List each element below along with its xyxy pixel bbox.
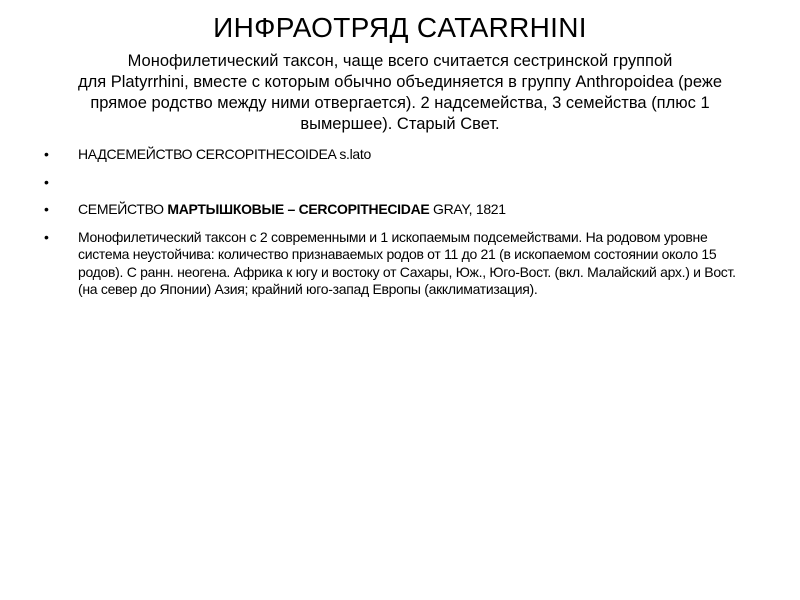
subtitle-line: вымершее). Старый Свет. <box>300 115 500 133</box>
slide-title: ИНФРАОТРЯД CATARRHINI <box>213 12 587 43</box>
subtitle-line: прямое родство между ними отвергается). 2 надсемейства, 3 семейства (плюс 1 <box>90 94 710 112</box>
family-name: МАРТЫШКОВЫЕ – CERCOPITHECIDAE <box>167 201 430 217</box>
bullet-list <box>0 146 800 309</box>
slide-subtitle <box>40 51 760 135</box>
subtitle-line: для Platyrrhini, вместе с которым обычно объединяется в группу Anthropoidea (реже <box>77 73 723 91</box>
bullet-icon: • <box>44 201 49 217</box>
bullet-text: Монофилетический таксон с 2 современными и 1 ископаемым подсемействами. На родовом уровне система неустойчива: количество признаваемых родов от 11 до 21 (в ископаемом состоянии около 15 родов). С ранн. неогена. Африка к югу и востоку от Сахары, Юж., Юго-Вост. (вкл. Малайский арх.) и Вост. (на север до Японии) Азия; крайний юго-запад Европы (акклиматизация). <box>78 228 736 297</box>
bullet-item-family <box>0 201 800 219</box>
bullet-icon: • <box>44 173 49 190</box>
family-prefix: СЕМЕЙСТВО <box>78 201 168 217</box>
bullet-item-empty <box>0 174 800 192</box>
bullet-icon: • <box>44 146 49 162</box>
bullet-item-superfamily <box>0 146 800 164</box>
subtitle-line: Монофилетический таксон, чаще всего считается сестринской группой <box>127 52 673 70</box>
bullet-text: НАДСЕМЕЙСТВО CERCOPITHECOIDEA s.lato <box>78 146 371 162</box>
family-author: GRAY, 1821 <box>429 201 506 217</box>
bullet-icon: • <box>44 228 49 245</box>
bullet-item-description <box>0 229 800 299</box>
